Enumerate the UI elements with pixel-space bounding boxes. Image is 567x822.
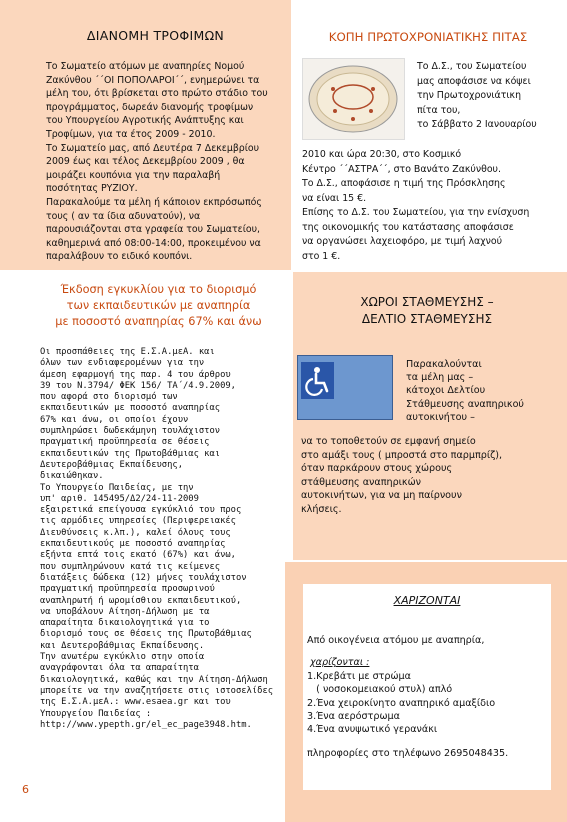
giveaway-subtitle: χαρίζονται : bbox=[310, 657, 370, 669]
giveaway-phone-info: πληροφορίες στο τηλέφωνο 2695048435. bbox=[307, 747, 509, 759]
newyear-pie-title: ΚΟΠΗ ΠΡΩΤΟΧΡΟΝΙΑΤΙΚΗΣ ΠΙΤΑΣ bbox=[328, 30, 528, 44]
giveaway-panel bbox=[285, 562, 567, 822]
food-distribution-panel bbox=[0, 0, 291, 270]
newyear-pie-panel bbox=[293, 0, 567, 270]
parking-permit-image bbox=[297, 355, 393, 420]
pie-image-icon bbox=[303, 59, 404, 139]
parking-title: ΧΩΡΟΙ ΣΤΑΘΜΕΥΣΗΣ – ΔΕΛΤΙΟ ΣΤΑΘΜΕΥΣΗΣ bbox=[360, 295, 494, 326]
wheelchair-icon bbox=[301, 362, 334, 399]
ypepth-link[interactable]: http://www.ypepth.gr/el_ec_page3948.htm. bbox=[40, 719, 252, 730]
teachers-circular-title: Έκδοση εγκυκλίου για το διορισμό των εκπαιδευτικών με αναπηρία με ποσοστό αναπηρίας 67% και άνω bbox=[55, 283, 262, 328]
food-distribution-title: ΔΙΑΝΟΜΗ ΤΡΟΦΙΜΩΝ bbox=[86, 28, 225, 43]
parking-panel bbox=[293, 272, 567, 560]
newyear-pie-text-below: 2010 και ώρα 20:30, στο Κοσμικό Κέντρο ΄΄ΑΣΤΡΑ΄΄, στο Βανάτο Ζακύνθου. Το Δ.Σ., αποφάσισε η τιμή της Πρόσκλησης να είναι 15 €. Επίσης το Δ.Σ. του Σωματείου, για την ενίσχυση της οικονομικής του κατάστασης αποφάσισε να οργανώσει λαχειοφόρο, με τιμή λαχνού στο 1 €. bbox=[302, 149, 530, 262]
parking-text-right: Παρακαλούνται τα μέλη μας – κάτοχοι Δελτίου Στάθμευσης αναπηρικού αυτοκινήτου – bbox=[406, 359, 524, 423]
teachers-circular-panel bbox=[0, 272, 291, 822]
parking-text-below: να το τοποθετούν σε εμφανή σημείο στο αμάξι τους ( μπροστά στο παρμπρίζ), όταν παρκάρουν στους χώρους στάθμευσης αναπηρικών αυτοκινήτων, για να μη παίρνουν κλήσεις. bbox=[301, 436, 503, 515]
giveaway-text: Από οικογένεια ατόμου με αναπηρία, χαρίζονται : 1.Κρεβάτι με στρώμα ( νοσοκομειακού στυλ) απλό 2.Ένα χειροκίνητο αναπηρικό αμαξίδιο 3.Ένα αερόστρωμα 4.Ένα ανυψωτικό γερανάκι πληροφορίες στο τηλέφωνο 2695048435. bbox=[307, 635, 509, 759]
food-distribution-text: Το Σωματείο ατόμων με αναπηρίες Νομού Ζακύνθου ΄΄ΟΙ ΠΟΠΟΛΑΡΟΙ΄΄, ενημερώνει τα μέλη του, ότι βρίσκεται στο πρώτο στάδιο του προγράμματος, δωρεάν διανομής τροφίμων του Υπουργείου Αγροτικής Ανάπτυξης και Τροφίμων, για τα έτος 2009 - 2010. Το Σωματείο μας, από Δευτέρα 7 Δεκεμβρίου 2009 έως και τέλος Δεκεμβρίου 2009 , θα μοιράζει κουπόνια για την παραλαβή ποσότητας ΡΥΖΙΟΥ. Παρακαλούμε τα μέλη ή κάποιον εκπρόσωπός τους ( αν τα ίδια αδυνατούν), να παρουσιάζονται στα γραφεία του Σωματείου, καθημερινά από 08:00-14:00, προκειμένου να παραλάβουν το ειδικό κουπόνι. bbox=[46, 61, 268, 263]
giveaway-title: ΧΑΡΙΖΟΝΤΑΙ bbox=[393, 594, 461, 607]
pie-photo bbox=[302, 58, 405, 140]
giveaway-box bbox=[303, 584, 551, 790]
newyear-pie-text-right: Το Δ.Σ., του Σωματείου μας αποφάσισε να κόψει την Πρωτοχρονιάτικη πίτα του, το Σάββατο 2 Ιανουαρίου bbox=[417, 61, 537, 130]
teachers-circular-text: Οι προσπάθειες της Ε.Σ.Α.μεΑ. και όλων των ενδιαφερομένων για την άμεση εφαρμογή της παρ. 4 του άρθρου 39 του Ν.3794/ ΦΕΚ 156/ ΤΑ΄/4.9.2009, που αφορά στο διορισμό των εκπαιδευτικών με ποσοστό αναπηρίας 67% και άνω, οι οποίοι έχουν συμπληρώσει δωδεκάμηνη τουλάχιστον πραγματική προϋπηρεσία σε θέσεις εκπαιδευτικών της Πρωτοβάθμιας και Δευτεροβάθμιας Εκπαίδευσης, δικαιώθηκαν. Το Υπουργείο Παιδείας, με την υπ' αριθ. 145495/Δ2/24-11-2009 εξαιρετικά επείγουσα εγκύκλιό του προς τις αρμόδιες υπηρεσίες (Περιφερειακές Διευθύνσεις κ.λπ.), καλεί όλους τους εκπαιδευτικούς με ποσοστό αναπηρίας εξήντα επτά τοις εκατό (67%) και άνω, που συμπληρώνουν κατά τις κείμενες διατάξεις δώδεκα (12) μήνες τουλάχιστον πραγματική προϋπηρεσία προσωρινού αναπληρωτή ή ωρομίσθιου εκπαιδευτικού, να υποβάλουν Αίτηση-Δήλωση με τα απαραίτητα δικαιολογητικά για το διορισμό τους σε θέσεις της Πρωτοβάθμιας και Δευτεροβάθμιας Εκπαίδευσης. Την ανωτέρω εγκύκλιο στην οποία αναγράφονται όλα τα απαραίτητα δικαιολογητικά, καθώς και την Αίτηση-Δήλωση μπορείτε να την αναζητήσετε στις ιστοσελίδες της Ε.Σ.Α.μεΑ.: www.esaea.gr και του Υπουργείου Παιδείας : http://www.ypepth.gr/el_ec_page3948.htm. bbox=[40, 347, 283, 731]
page-number: 6 bbox=[22, 783, 29, 796]
